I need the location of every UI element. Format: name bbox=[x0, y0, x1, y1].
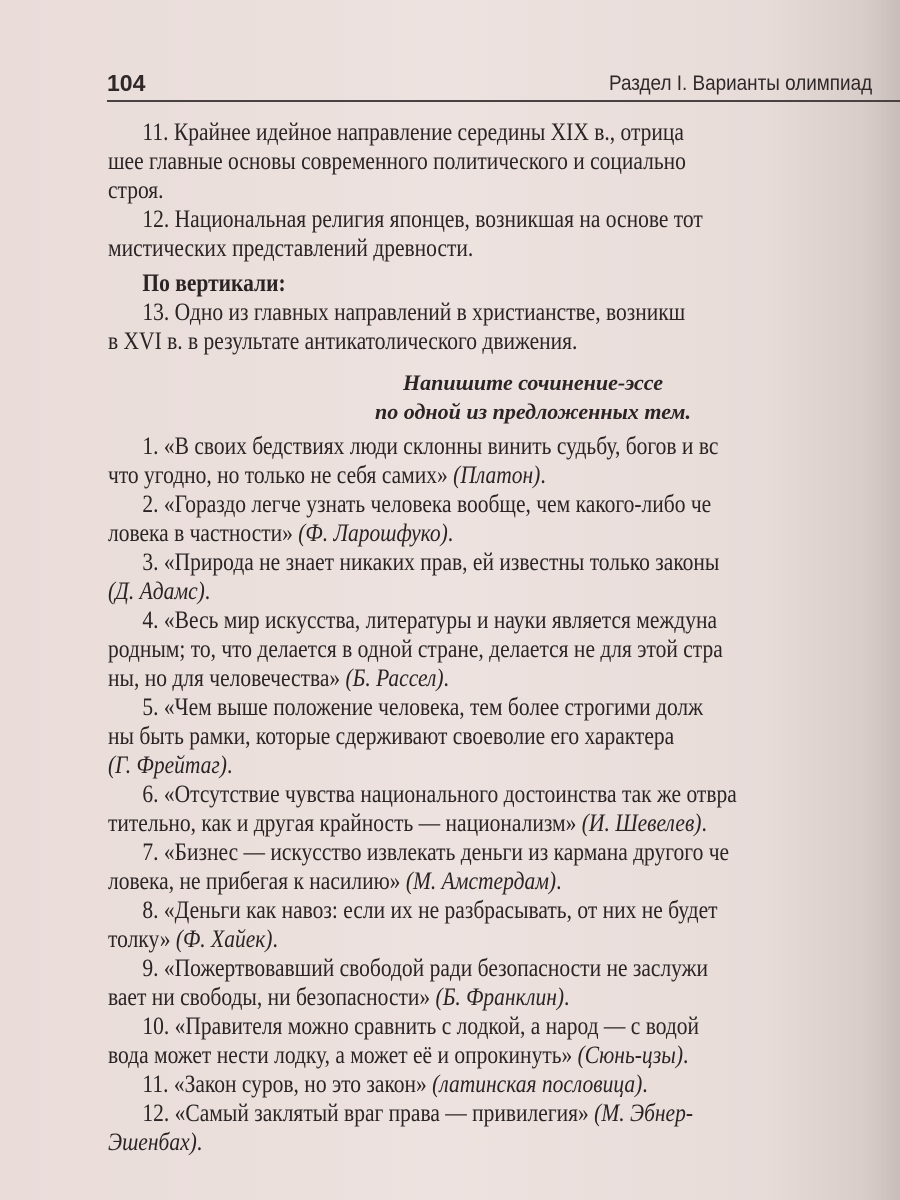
quote-author: (Ф. Хайек) bbox=[175, 926, 273, 953]
text-fragment: . bbox=[196, 1129, 203, 1156]
text-fragment: . bbox=[226, 752, 233, 779]
text-line bbox=[108, 780, 900, 809]
page-number: 104 bbox=[107, 70, 146, 96]
text-fragment: . bbox=[642, 1071, 648, 1098]
text-line bbox=[108, 606, 900, 635]
section-heading-line bbox=[108, 397, 900, 426]
text-line bbox=[108, 751, 900, 780]
text-fragment: . bbox=[443, 665, 449, 692]
text-fragment: вода может нести лодку, а может её и опрокинуть» bbox=[108, 1042, 578, 1069]
text-line bbox=[108, 147, 900, 176]
text-line bbox=[108, 205, 900, 234]
text-fragment: 13. Одно из главных направлений в христианстве, возникш bbox=[142, 299, 686, 326]
text-fragment: . bbox=[556, 868, 562, 895]
text-line bbox=[108, 867, 900, 896]
text-line bbox=[108, 1070, 900, 1099]
text-line bbox=[108, 1012, 900, 1041]
text-fragment: 2. «Гораздо легче узнать человека вообще, чем какого-либо че bbox=[142, 491, 712, 518]
text-line bbox=[108, 722, 900, 751]
running-title: Раздел I. Варианты олимпиад bbox=[609, 72, 873, 95]
text-line bbox=[108, 896, 900, 925]
text-fragment: . bbox=[272, 926, 278, 953]
text-fragment: мистических представлений древности. bbox=[108, 235, 474, 262]
text-line bbox=[108, 1128, 900, 1157]
text-line bbox=[108, 176, 900, 205]
text-line bbox=[108, 519, 900, 548]
text-line bbox=[108, 693, 900, 722]
text-fragment: 11. Крайнее идейное направление середины XIX в., отрица bbox=[142, 119, 684, 146]
text-fragment: родным; то, что делается в одной стране, делается не для этой стра bbox=[108, 636, 723, 663]
text-fragment: тительно, как и другая крайность — национализм» bbox=[108, 810, 582, 837]
text-line bbox=[108, 327, 900, 356]
text-line bbox=[108, 838, 900, 867]
text-line bbox=[108, 635, 900, 664]
text-fragment: . bbox=[540, 462, 546, 489]
text-fragment: 10. «Правителя можно сравнить с лодкой, а народ — с водой bbox=[142, 1013, 700, 1040]
text-fragment: . bbox=[204, 578, 211, 605]
text-line bbox=[108, 490, 900, 519]
text-fragment: 6. «Отсутствие чувства национального достоинства так же отвра bbox=[142, 781, 737, 808]
quote-author: Эшенбах) bbox=[108, 1129, 197, 1156]
quote-author: (Б. Франклин) bbox=[435, 984, 565, 1011]
text-fragment: 3. «Природа не знает никаких прав, ей известны только законы bbox=[142, 549, 720, 576]
text-fragment: ны, но для человечества» bbox=[108, 665, 346, 692]
text-line bbox=[108, 461, 900, 490]
text-fragment: ловека в частности» bbox=[108, 520, 299, 547]
text-line bbox=[108, 1041, 900, 1070]
text-fragment: толку» bbox=[108, 926, 176, 953]
page-header bbox=[107, 64, 900, 102]
text-fragment: 1. «В своих бедствиях люди склонны винить судьбу, богов и вс bbox=[142, 433, 719, 460]
quote-author: (Г. Фрейтаг) bbox=[108, 752, 227, 779]
text-fragment: 8. «Деньги как навоз: если их не разбрасывать, от них не будет bbox=[142, 897, 718, 924]
quote-author: (Б. Рассел) bbox=[345, 665, 444, 692]
text-fragment: 4. «Весь мир искусства, литературы и науки является междуна bbox=[142, 607, 718, 634]
text-line bbox=[108, 809, 900, 838]
quote-author: (латинская пословица) bbox=[432, 1071, 643, 1098]
quote-author: (И. Шевелев) bbox=[581, 810, 702, 837]
text-fragment: . bbox=[564, 984, 570, 1011]
text-fragment: по одной из предложенных тем. bbox=[375, 399, 691, 424]
quote-author: (Ф. Ларошфуко) bbox=[298, 520, 448, 547]
quote-author: (М. Эбнер- bbox=[594, 1100, 694, 1127]
text-fragment: строя. bbox=[108, 177, 164, 204]
text-line bbox=[108, 954, 900, 983]
text-line bbox=[108, 664, 900, 693]
text-fragment: 7. «Бизнес — искусство извлекать деньги из кармана другого че bbox=[142, 839, 730, 866]
text-fragment: 9. «Пожертвовавший свободой ради безопасности не заслужи bbox=[142, 955, 709, 982]
text-fragment: шее главные основы современного политического и социально bbox=[108, 148, 686, 175]
text-fragment: 12. «Самый заклятый враг права — привилегия» bbox=[142, 1100, 595, 1127]
text-line bbox=[108, 577, 900, 606]
text-line bbox=[108, 298, 900, 327]
text-fragment: 11. «Закон суров, но это закон» bbox=[142, 1071, 433, 1098]
page-body bbox=[108, 118, 900, 1157]
text-line bbox=[108, 548, 900, 577]
text-fragment: . bbox=[683, 1042, 689, 1069]
text-line bbox=[108, 925, 900, 954]
text-fragment: Напишите сочинение-эссе bbox=[402, 370, 664, 395]
section-heading-line bbox=[108, 368, 900, 397]
text-fragment: вает ни свободы, ни безопасности» bbox=[108, 984, 436, 1011]
quote-author: (Д. Адамс) bbox=[108, 578, 205, 605]
text-fragment: ловека, не прибегая к насилию» bbox=[108, 868, 406, 895]
text-line bbox=[108, 1099, 900, 1128]
text-fragment: в XVI в. в результате антикатолического движения. bbox=[108, 328, 578, 355]
text-line bbox=[108, 118, 900, 147]
text-fragment: . bbox=[701, 810, 707, 837]
text-fragment: 5. «Чем выше положение человека, тем более строгими долж bbox=[142, 694, 704, 721]
text-line bbox=[108, 269, 900, 298]
text-fragment: ны быть рамки, которые сдерживают своеволие его характера bbox=[108, 723, 675, 750]
text-line bbox=[108, 234, 900, 263]
text-fragment: 12. Национальная религия японцев, возникшая на основе тот bbox=[142, 206, 703, 233]
text-fragment: что угодно, но только не себя самих» bbox=[108, 462, 454, 489]
text-line bbox=[108, 432, 900, 461]
text-fragment: . bbox=[447, 520, 454, 547]
quote-author: (Сюнь-цзы) bbox=[577, 1042, 684, 1069]
quote-author: (М. Амстердам) bbox=[405, 868, 557, 895]
text-line bbox=[108, 983, 900, 1012]
quote-author: (Платон) bbox=[453, 462, 541, 489]
subheading: По вертикали: bbox=[142, 270, 286, 297]
